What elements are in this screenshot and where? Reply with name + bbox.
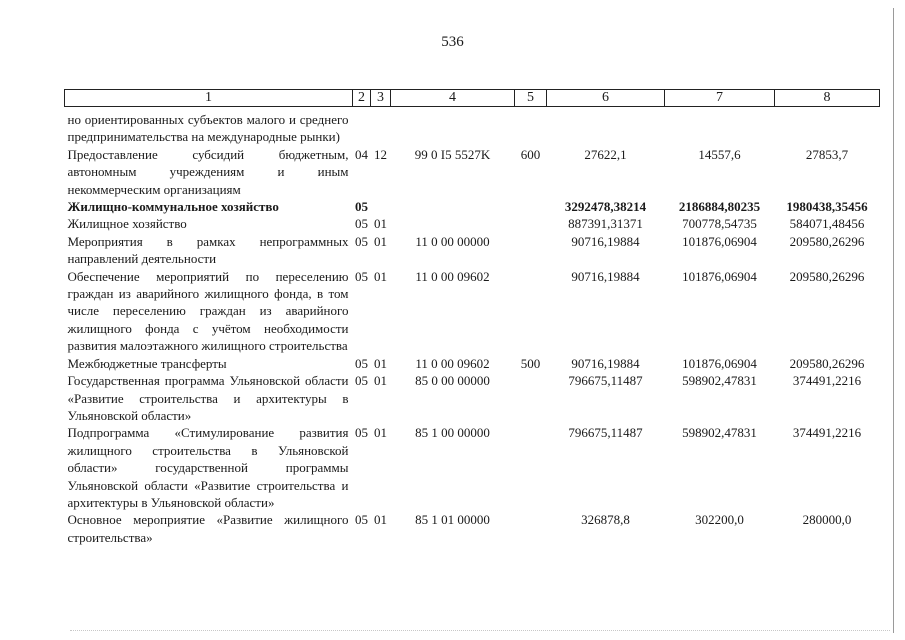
row-subsection: 12 <box>374 146 387 162</box>
row-subsection: 01 <box>374 355 387 371</box>
row-value-8: 209580,26296 <box>789 355 865 371</box>
row-target-code: 11 0 00 09602 <box>415 268 490 284</box>
row-subsection: 01 <box>374 373 387 389</box>
row-value-6: 326878,8 <box>581 512 630 528</box>
row-subsection: 01 <box>374 216 387 232</box>
header-col-1: 1 <box>65 90 353 107</box>
row-expense-type <box>515 198 547 215</box>
header-col-6: 6 <box>547 90 665 107</box>
row-expense-type <box>515 511 547 546</box>
page-number: 536 <box>441 34 464 50</box>
table-row <box>65 215 880 232</box>
row-expense-type <box>515 372 547 424</box>
row-value-8: 374491,2216 <box>792 373 862 389</box>
row-value-6: 90716,19884 <box>571 268 640 284</box>
row-section: 05 <box>355 199 368 215</box>
table-row <box>65 355 880 372</box>
row-name: Межбюджетные трансферты <box>67 355 227 371</box>
row-value-6: 796675,11487 <box>568 373 643 389</box>
row-value-6: 90716,19884 <box>571 233 640 249</box>
budget-table <box>64 89 880 546</box>
row-value-7: 598902,47831 <box>682 425 757 441</box>
row-name: Предоставление субсидий бюджетным, автономным учреждениям и иным некоммерческим организациям <box>67 146 349 197</box>
row-name: Основное мероприятие «Развитие жилищного строительства» <box>67 512 349 545</box>
row-name: Подпрограмма «Стимулирование развития жилищного строительства в Ульяновской области» государственной программы Ульяновской области «Развитие строительства и архитектуры в Ульяновской области» <box>67 425 349 510</box>
table-header <box>65 90 880 107</box>
header-col-3: 3 <box>371 90 391 107</box>
row-subsection <box>371 198 391 215</box>
row-expense-type <box>515 233 547 268</box>
row-value-8 <box>775 111 880 146</box>
row-value-7: 700778,54735 <box>682 216 757 232</box>
row-target-code: 99 0 I5 5527K <box>414 146 491 162</box>
row-expense-type: 600 <box>520 146 541 162</box>
row-value-6: 27622,1 <box>584 146 627 162</box>
row-value-8: 280000,0 <box>802 512 852 528</box>
row-value-8: 209580,26296 <box>789 268 865 284</box>
row-section <box>353 111 371 146</box>
row-target-code: 11 0 00 09602 <box>415 355 490 371</box>
row-subsection <box>371 111 391 146</box>
row-name: Жилищно-коммунальное хозяйство <box>67 199 279 215</box>
row-section: 05 <box>355 355 368 371</box>
row-target-code: 85 0 00 00000 <box>415 373 490 389</box>
row-expense-type <box>515 215 547 232</box>
row-value-6 <box>547 111 665 146</box>
row-value-7: 14557,6 <box>698 146 741 162</box>
row-value-8: 27853,7 <box>805 146 849 162</box>
header-col-8: 8 <box>775 90 880 107</box>
row-section: 05 <box>355 425 368 441</box>
row-name: но ориентированных субъектов малого и среднего предпринимательства на международные рынки) <box>67 112 349 145</box>
row-subsection: 01 <box>374 425 387 441</box>
row-subsection: 01 <box>374 512 387 528</box>
row-section: 05 <box>355 373 368 389</box>
row-value-8: 374491,2216 <box>792 425 862 441</box>
table-row <box>65 511 880 546</box>
row-value-8: 209580,26296 <box>789 233 865 249</box>
table-row <box>65 268 880 355</box>
row-target-code <box>391 198 515 215</box>
row-value-8: 584071,48456 <box>789 216 865 232</box>
row-value-7: 101876,06904 <box>682 233 757 249</box>
row-name: Мероприятия в рамках непрограммных направлений деятельности <box>67 233 349 267</box>
table-row <box>65 233 880 268</box>
table-row <box>65 424 880 511</box>
row-value-7: 302200,0 <box>695 512 744 528</box>
row-expense-type <box>515 111 547 146</box>
table-row <box>65 372 880 424</box>
row-section: 05 <box>355 233 368 249</box>
row-section: 05 <box>355 268 368 284</box>
scan-edge-rule <box>893 8 894 633</box>
row-target-code: 85 1 01 00000 <box>415 512 490 528</box>
row-expense-type: 500 <box>520 355 541 371</box>
row-value-7 <box>665 111 775 146</box>
header-col-5: 5 <box>515 90 547 107</box>
row-target-code: 85 1 00 00000 <box>415 425 490 441</box>
row-expense-type <box>515 268 547 355</box>
row-target-code: 11 0 00 00000 <box>415 233 490 249</box>
table-row <box>65 146 880 198</box>
row-value-6: 887391,31371 <box>568 216 643 232</box>
row-name: Жилищное хозяйство <box>67 216 187 232</box>
row-section: 05 <box>355 512 368 528</box>
table-row <box>65 198 880 215</box>
header-col-2: 2 <box>353 90 371 107</box>
row-value-7: 2186884,80235 <box>678 199 761 215</box>
row-value-7: 598902,47831 <box>682 373 757 389</box>
row-name: Обеспечение мероприятий по переселению граждан из аварийного жилищного фонда, в том числе переселению граждан из аварийного жилищного фонда с учётом необходимости развития малоэтажного жилищного строительства <box>67 268 349 354</box>
row-expense-type <box>515 424 547 511</box>
row-subsection: 01 <box>374 268 387 284</box>
table-row <box>65 111 880 146</box>
row-target-code <box>391 215 515 232</box>
scan-artifact-dots <box>70 630 890 632</box>
row-value-8: 1980438,35456 <box>786 199 868 215</box>
row-value-6: 90716,19884 <box>571 355 640 371</box>
header-col-4: 4 <box>391 90 515 107</box>
row-section: 04 <box>355 146 368 162</box>
row-name: Государственная программа Ульяновской области «Развитие строительства и архитектуры в Ульяновской области» <box>67 373 349 423</box>
row-value-7: 101876,06904 <box>682 268 757 284</box>
row-value-7: 101876,06904 <box>682 355 757 371</box>
row-section: 05 <box>355 216 368 232</box>
header-col-7: 7 <box>665 90 775 107</box>
row-target-code <box>391 111 515 146</box>
row-value-6: 796675,11487 <box>568 425 643 441</box>
row-value-6: 3292478,38214 <box>564 199 647 215</box>
row-subsection: 01 <box>374 233 387 249</box>
